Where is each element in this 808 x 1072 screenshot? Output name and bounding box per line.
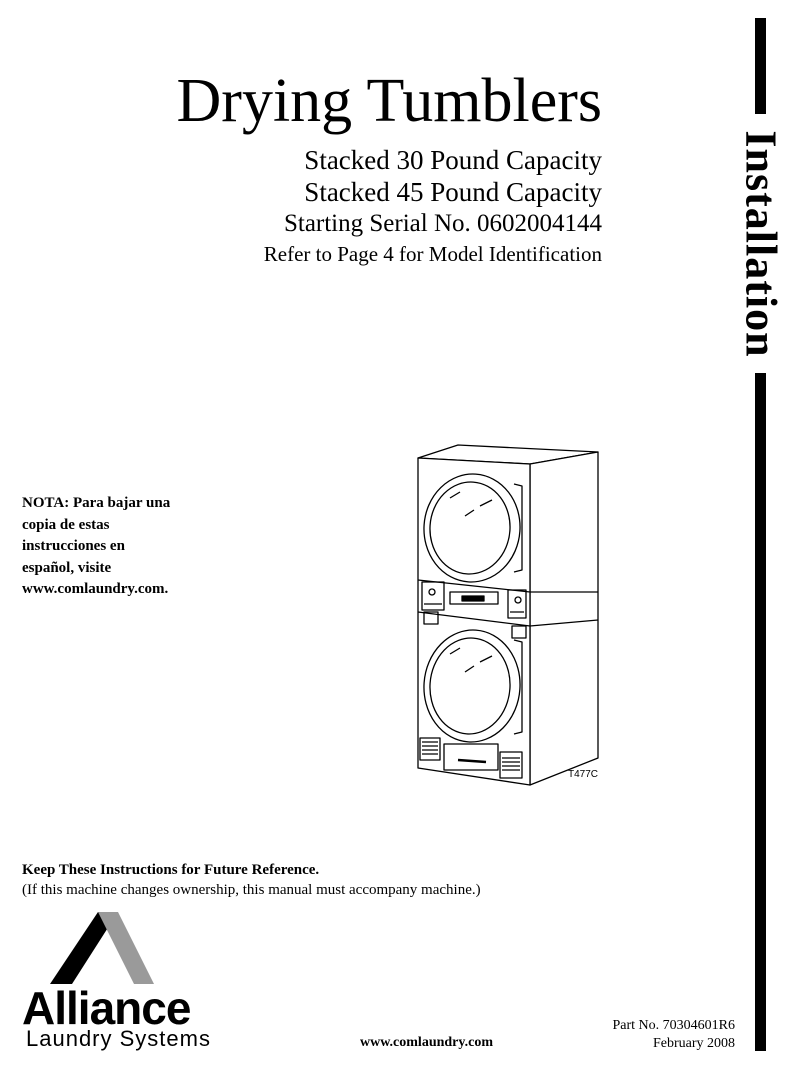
subtitle-capacity-45: Stacked 45 Pound Capacity (304, 177, 602, 207)
keep-instructions-heading: Keep These Instructions for Future Reference. (22, 862, 320, 878)
logo-letter-a: A (22, 982, 55, 1034)
figure-code: T477C (568, 769, 599, 780)
subtitle-serial: Starting Serial No. 0602004144 (283, 210, 602, 237)
footer-website-link[interactable]: www.comlaundry.com (360, 1035, 493, 1050)
side-rule-bottom (755, 373, 766, 1051)
note-line: NOTA: Para bajar una (22, 495, 171, 511)
side-label-container (726, 118, 796, 370)
document-title: Drying Tumblers (176, 67, 602, 135)
spanish-note (22, 493, 222, 601)
note-line: www.comlaundry.com. (22, 581, 169, 597)
side-label-installation: Installation (736, 130, 786, 358)
stacked-tumbler-illustration (410, 440, 610, 790)
note-line: español, visite (22, 559, 112, 576)
note-line: instrucciones en (22, 538, 125, 554)
part-number: Part No. 70304601R6 (612, 1018, 735, 1033)
subtitle-capacity-30: Stacked 30 Pound Capacity (304, 145, 602, 175)
logo-word-rest: lliance (54, 982, 191, 1034)
subtitle-model-reference: Refer to Page 4 for Model Identification (263, 242, 602, 266)
publication-date: February 2008 (652, 1036, 735, 1051)
logo-tagline: Laundry Systems (26, 1026, 211, 1051)
note-line: copia de estas (22, 516, 110, 533)
ownership-note: (If this machine changes ownership, this manual must accompany machine.) (22, 882, 481, 898)
side-rule-top (755, 18, 766, 114)
